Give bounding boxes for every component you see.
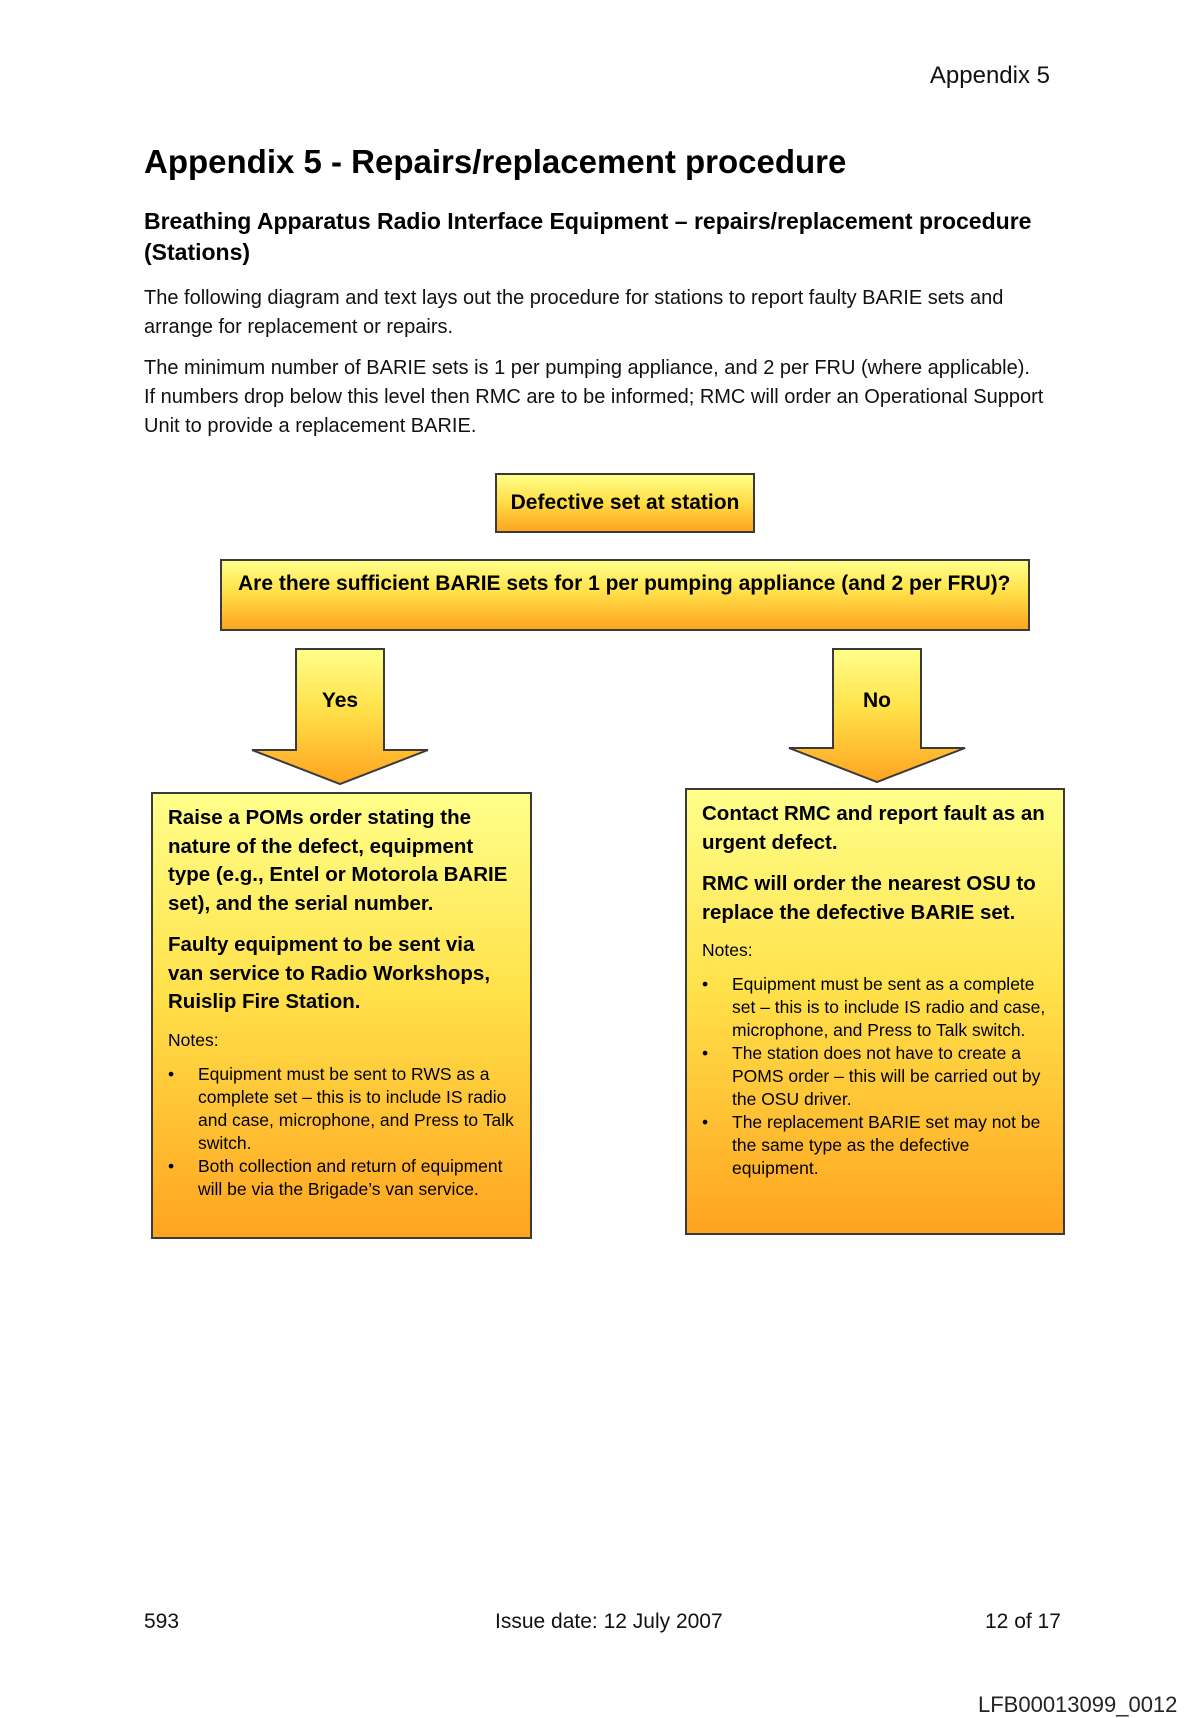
- footer-page-count: 12 of 17: [985, 1610, 1061, 1633]
- footer-page-ref: 593: [144, 1610, 180, 1633]
- footer-issue-date: Issue date: 12 July 2007: [495, 1610, 723, 1633]
- page-title: Appendix 5 - Repairs/replacement procedure: [144, 143, 847, 180]
- yes-outcome-box: [151, 792, 532, 1239]
- list-item: • The replacement BARIE set may not be the same type as the defective equipment.: [702, 1112, 1041, 1178]
- bullet-icon: •: [168, 1063, 175, 1084]
- yes-notes-list: [168, 1063, 515, 1201]
- section-subtitle: Breathing Apparatus Radio Interface Equipment – repairs/replacement procedure (Stations): [144, 208, 1032, 265]
- bullet-icon: •: [702, 974, 709, 994]
- bullet-icon: •: [168, 1155, 175, 1176]
- no-notes-label: Notes:: [702, 940, 753, 960]
- start-box: Defective set at station: [495, 473, 755, 533]
- bullet-icon: •: [702, 1112, 709, 1132]
- running-header: Appendix 5: [929, 62, 1050, 89]
- list-item: • Both collection and return of equipment will be via the Brigade’s van service.: [168, 1155, 503, 1199]
- decision-box: Are there sufficient BARIE sets for 1 per pumping appliance (and 2 per FRU)?: [220, 559, 1030, 631]
- no-notes-list: [702, 973, 1048, 1180]
- yes-step-1: Raise a POMs order stating the nature of the defect, equipment type (e.g., Entel or Motorola BARIE set), and the serial number.: [168, 806, 508, 915]
- bullet-icon: •: [702, 1043, 709, 1063]
- no-step-2: RMC will order the nearest OSU to replace the defective BARIE set.: [702, 872, 1036, 924]
- no-outcome-box: [685, 788, 1065, 1235]
- list-item: • Equipment must be sent to RWS as a complete set – this is to include IS radio and case, microphone, and Press to Talk switch.: [168, 1063, 514, 1153]
- intro-paragraph-2: The minimum number of BARIE sets is 1 per pumping appliance, and 2 per FRU (where applicable). If numbers drop below this level then RMC are to be informed; RMC will order an Operational Support Unit to provide a replacement BARIE.: [144, 357, 1044, 437]
- yes-notes-label: Notes:: [168, 1029, 219, 1050]
- yes-step-2: Faulty equipment to be sent via van service to Radio Workshops, Ruislip Fire Station.: [168, 933, 491, 1013]
- document-reference: LFB00013099_0012: [978, 1692, 1178, 1717]
- yes-arrow-icon: [250, 648, 430, 788]
- no-step-1: Contact RMC and report fault as an urgent defect.: [702, 802, 1045, 854]
- list-item: • The station does not have to create a POMS order – this will be carried out by the OSU driver.: [702, 1043, 1041, 1109]
- list-item: • Equipment must be sent as a complete set – this is to include IS radio and case, microphone, and Press to Talk switch.: [702, 974, 1046, 1040]
- no-arrow-icon: [787, 648, 967, 784]
- yes-label: Yes: [321, 689, 359, 712]
- intro-paragraph-1: The following diagram and text lays out the procedure for stations to report faulty BARIE sets and arrange for replacement or repairs.: [144, 287, 1004, 338]
- no-label: No: [863, 689, 891, 712]
